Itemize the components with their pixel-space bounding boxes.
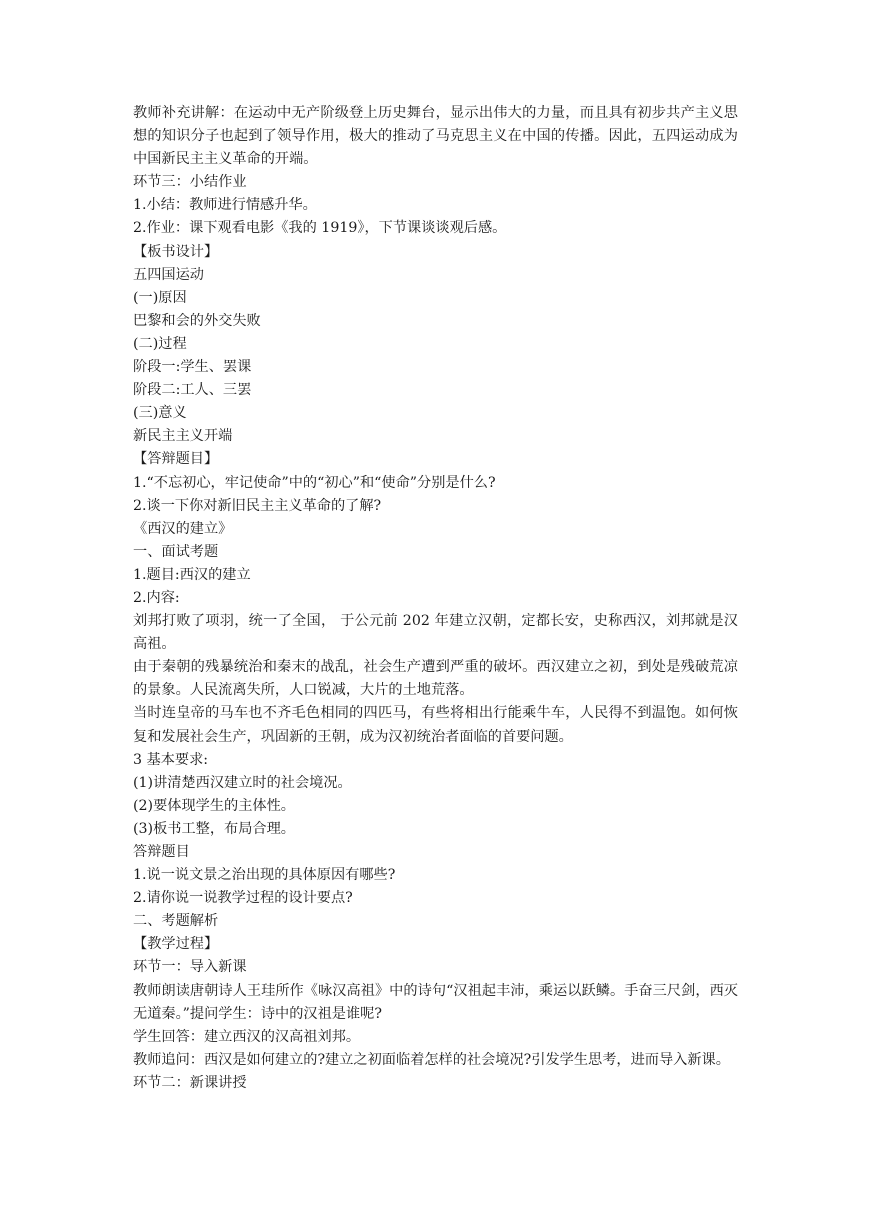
requirement-item: (3)板书工整，布局合理。 xyxy=(133,820,295,837)
section-heading: 环节三：小结作业 xyxy=(133,174,247,191)
defense-question: 2.谈一下你对新旧民主主义革命的了解? xyxy=(133,497,382,514)
summary-item: 1.小结：教师进行情感升华。 xyxy=(133,197,317,214)
section-heading: 环节一：导入新课 xyxy=(133,959,247,976)
content-paragraph: 当时连皇帝的马车也不齐毛色相同的四匹马，有些将相出行能乘牛车，人民得不到温饱。如何恢复和发展社会生产，巩固新的王朝，成为汉初统治者面临的首要问题。 xyxy=(133,705,738,745)
board-heading-cause: (一)原因 xyxy=(133,289,187,306)
content-label: 2.内容: xyxy=(133,589,180,606)
defense-heading: 答辩题目 xyxy=(133,844,190,860)
homework-item: 2.作业：课下观看电影《我的 1919》，下节课谈谈观后感。 xyxy=(133,220,507,237)
board-text: 阶段一:学生、罢课 xyxy=(133,359,252,376)
part-heading: 二、考题解析 xyxy=(133,913,219,930)
topic-line: 1.题目:西汉的建立 xyxy=(133,566,251,583)
board-text: 巴黎和会的外交失败 xyxy=(133,312,261,329)
requirement-item: (2)要体现学生的主体性。 xyxy=(133,797,295,814)
board-text: 新民主主义开端 xyxy=(133,428,233,445)
student-answer: 学生回答：建立西汉的汉高祖刘邦。 xyxy=(133,1028,361,1045)
board-heading-meaning: (三)意义 xyxy=(133,405,187,422)
teacher-paragraph: 教师追问：西汉是如何建立的?建立之初面临着怎样的社会境况?引发学生思考，进而导入新课。 xyxy=(133,1051,730,1068)
teacher-supplement-paragraph: 教师补充讲解：在运动中无产阶级登上历史舞台，显示出伟大的力量，而且具有初步共产主义思想的知识分子也起到了领导作用，极大的推动了马克思主义在中国的传播。因此，五四运动成为中国新民主主义革命的开端。 xyxy=(133,105,738,168)
part-heading: 一、面试考题 xyxy=(133,543,219,560)
document-page xyxy=(133,102,738,1095)
requirements-heading: 3 基本要求: xyxy=(133,751,209,768)
content-paragraph: 刘邦打败了项羽，统一了全国， 于公元前 202 年建立汉朝，定都长安，史称西汉，刘邦就是汉高祖。 xyxy=(133,613,738,653)
defense-question: 2.请你说一说教学过程的设计要点? xyxy=(133,890,353,907)
content-paragraph: 由于秦朝的残暴统治和秦末的战乱，社会生产遭到严重的破坏。西汉建立之初，到处是残破荒凉的景象。人民流离失所，人口锐减，大片的土地荒落。 xyxy=(133,659,738,699)
defense-question: 1.“不忘初心，牢记使命”中的“初心”和“使命”分别是什么? xyxy=(133,474,496,491)
board-heading-process: (二)过程 xyxy=(133,335,187,352)
defense-questions-heading: 【答辩题目】 xyxy=(133,451,219,468)
teacher-paragraph: 教师朗读唐朝诗人王珪所作《咏汉高祖》中的诗句“汉祖起丰沛，乘运以跃鳞。手奋三尺剑，西灭无道秦。”提问学生：诗中的汉祖是谁呢? xyxy=(133,982,738,1022)
defense-question: 1.说一说文景之治出现的具体原因有哪些? xyxy=(133,867,396,884)
board-text: 阶段二:工人、三罢 xyxy=(133,382,252,399)
section-heading: 环节二：新课讲授 xyxy=(133,1074,247,1091)
board-title: 五四国运动 xyxy=(133,266,204,283)
teaching-process-heading: 【教学过程】 xyxy=(133,936,219,953)
lesson-title: 《西汉的建立》 xyxy=(133,520,233,537)
requirement-item: (1)讲清楚西汉建立时的社会境况。 xyxy=(133,774,352,791)
board-design-heading: 【板书设计】 xyxy=(133,243,219,260)
